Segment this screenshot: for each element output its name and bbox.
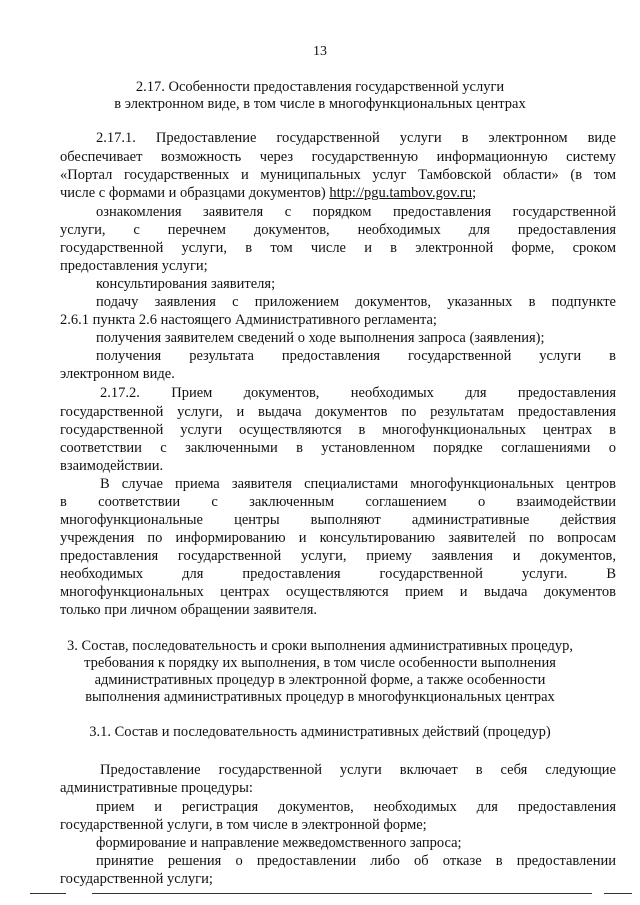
footer-rule — [30, 893, 66, 894]
paragraph-line: ознакомления заявителя с порядком предоставления государственной — [96, 204, 616, 220]
paragraph-line: принятие решения о предоставлении либо об отказе в предоставлении — [96, 853, 616, 869]
paragraph-line: получения результата предоставления государственной услуги в — [96, 348, 616, 364]
section-3-1-heading — [0, 724, 640, 741]
paragraph-line: подачу заявления с приложением документов, указанных в подпункте — [96, 294, 616, 310]
paragraph-line: 2.17.2. Прием документов, необходимых для предоставления — [100, 385, 616, 401]
paragraph-line: предоставления государственной услуги, приему заявления и документов, — [60, 548, 616, 564]
paragraph-line: «Портал государственных и муниципальных услуг Тамбовской области» (в том — [60, 167, 616, 183]
paragraph-line: Предоставление государственной услуги включает в себя следующие — [100, 762, 616, 778]
section-3-1-title: 3.1. Состав и последовательность административных действий (процедур) — [89, 724, 551, 740]
paragraph-line: обеспечивает возможность через государственную информационную систему — [60, 149, 616, 165]
footer-rule — [604, 893, 632, 894]
paragraph-line: в соответствии с заключенным соглашением о взаимодействии — [60, 494, 616, 510]
section-3-heading — [0, 638, 640, 706]
footer-rule — [92, 893, 592, 894]
section-3-title-line3: административных процедур в электронной форме, а также особенности — [94, 672, 546, 688]
paragraph-line: предоставления услуги; — [60, 258, 208, 274]
paragraph-line: учреждения по информированию и консультированию заявителей по вопросам — [60, 530, 616, 546]
paragraph-line: государственной услуги, и выдача документов по результатам предоставления — [60, 404, 616, 420]
paragraph-line: консультирования заявителя; — [96, 276, 276, 292]
paragraph-line: 2.6.1 пункта 2.6 настоящего Административного регламента; — [60, 312, 437, 328]
paragraph-line: государственной услуги; — [60, 871, 213, 887]
paragraph-line: формирование и направление межведомственного запроса; — [96, 835, 462, 851]
paragraph-line: электронном виде. — [60, 366, 175, 382]
section-2-17-heading — [0, 79, 640, 113]
paragraph-line: многофункциональных центрах осуществляются прием и выдача документов — [60, 584, 616, 600]
section-3-title-line2: требования к порядку их выполнения, в том числе особенности выполнения — [84, 655, 556, 671]
paragraph-line: только при личном обращении заявителя. — [60, 602, 318, 618]
paragraph-line: необходимых для предоставления государственной услуги. В — [60, 566, 616, 582]
paragraph-line: услуги, с перечнем документов, необходимых для предоставления — [60, 222, 616, 238]
paragraph-line — [60, 185, 616, 202]
paragraph-line: государственной услуги осуществляются в многофункциональных центрах в — [60, 422, 616, 438]
section-3-title-line1: 3. Состав, последовательность и сроки выполнения административных процедур, — [67, 638, 573, 654]
paragraph-line: прием и регистрация документов, необходимых для предоставления — [96, 799, 616, 815]
page-number: 13 — [313, 44, 327, 59]
paragraph-line: государственной услуги, в том числе в электронной форме; — [60, 817, 427, 833]
section-2-17-title-line1: 2.17. Особенности предоставления государственной услуги — [135, 79, 505, 95]
paragraph-line: 2.17.1. Предоставление государственной услуги в электронном виде — [96, 130, 616, 146]
paragraph-line: получения заявителем сведений о ходе выполнения запроса (заявления); — [96, 330, 545, 346]
section-2-17-title-line2: в электронном виде, в том числе в многофункциональных центрах — [114, 96, 526, 112]
paragraph-line-text: числе с формами и образцами документов) — [60, 185, 330, 201]
section-3-title-line4: выполнения административных процедур в многофункциональных центрах — [85, 689, 555, 705]
paragraph-line: многофункциональные центры выполняют административные действия — [60, 512, 616, 528]
portal-link[interactable]: http://pgu.tambov.gov.ru — [329, 185, 473, 201]
link-suffix: ; — [472, 185, 477, 201]
paragraph-line: государственной услуги, в том числе и в электронной форме, сроком — [60, 240, 616, 256]
paragraph-line: административные процедуры: — [60, 780, 253, 796]
paragraph-line: взаимодействии. — [60, 458, 164, 474]
paragraph-line: В случае приема заявителя специалистами многофункциональных центров — [100, 476, 616, 492]
paragraph-line: соответствии с заключенными в установленном порядке соглашениями о — [60, 440, 616, 456]
